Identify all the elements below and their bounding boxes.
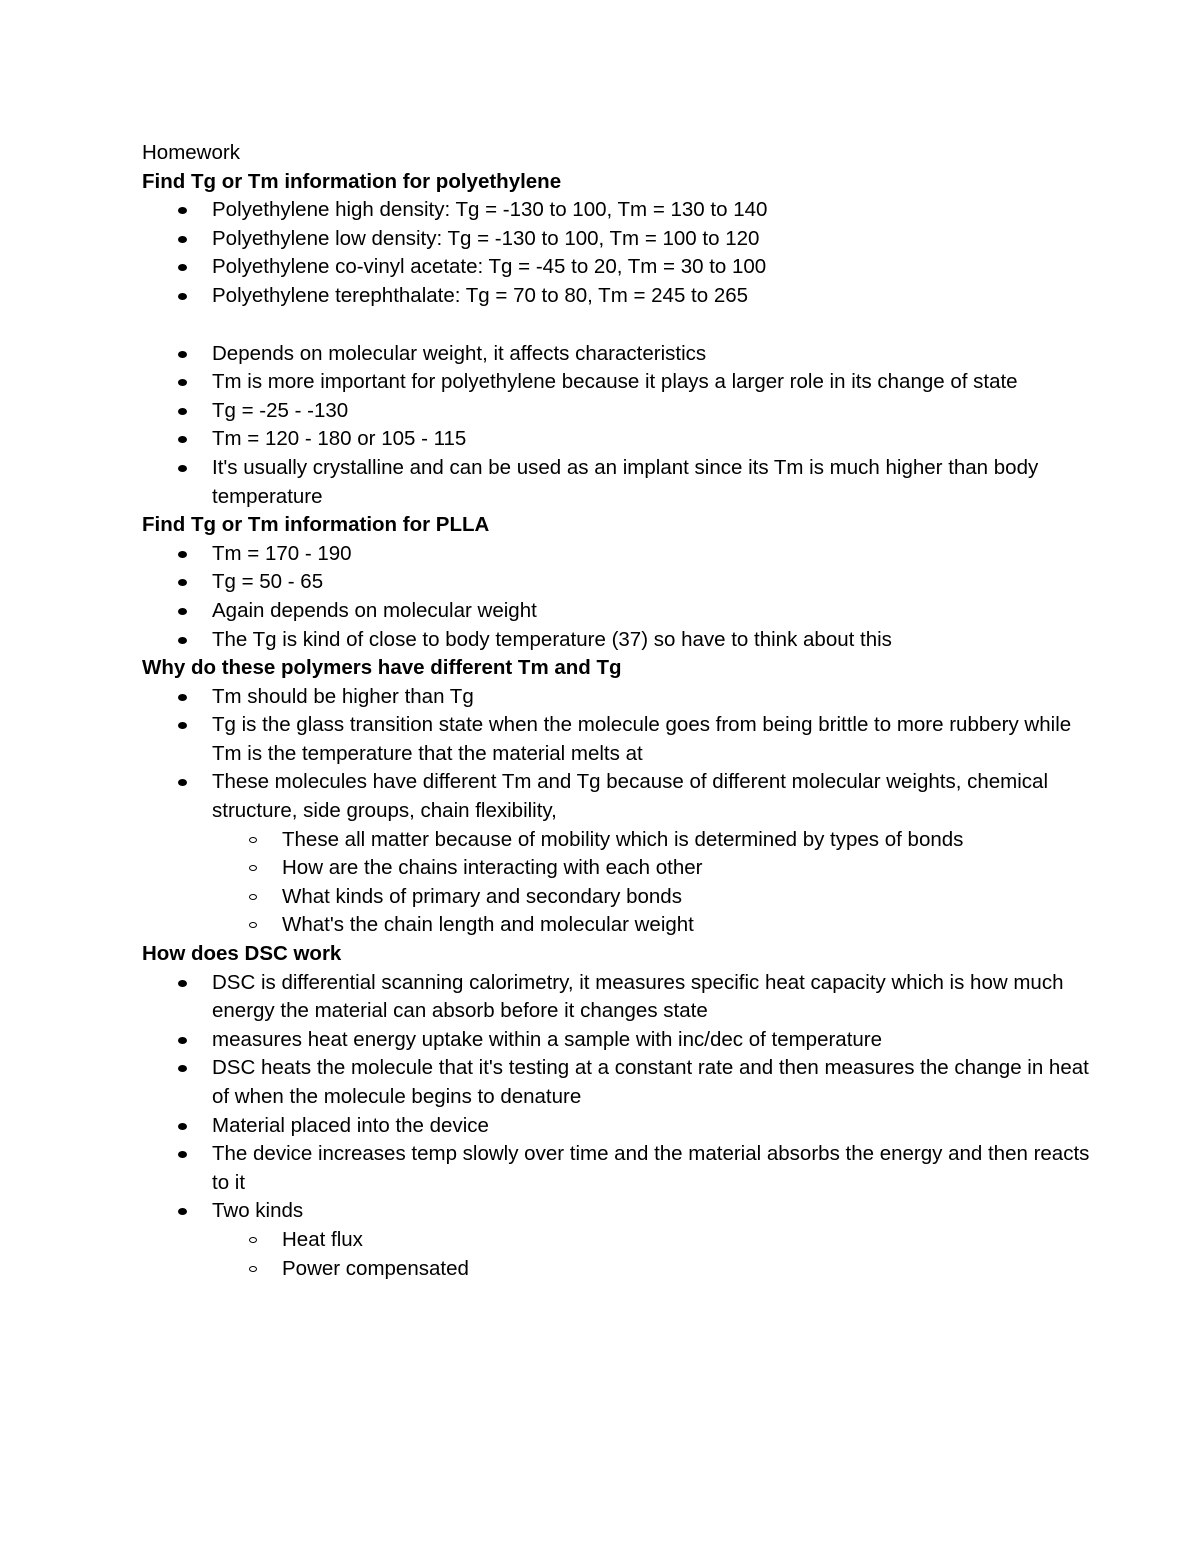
list-item: Again depends on molecular weight <box>212 597 1102 626</box>
sub-list-item: These all matter because of mobility which is determined by types of bonds <box>282 826 1102 855</box>
bullet-icon <box>178 379 187 386</box>
bullet-list <box>142 340 1102 512</box>
bullet-icon <box>178 579 187 586</box>
document-page <box>142 139 1102 1283</box>
bullet-icon <box>178 436 187 443</box>
hollow-bullet-icon <box>249 1237 257 1243</box>
section-heading-why-different: Why do these polymers have different Tm and Tg <box>142 656 622 680</box>
bullet-icon <box>178 1037 187 1044</box>
bullet-icon <box>178 1065 187 1072</box>
bullet-icon <box>178 408 187 415</box>
bullet-icon <box>178 722 187 729</box>
bullet-icon <box>178 351 187 358</box>
list-item: DSC heats the molecule that it's testing at a constant rate and then measures the change in heat of when the molecule begins to denature <box>212 1054 1102 1111</box>
sub-bullet-list <box>212 826 1102 940</box>
sub-bullet-list <box>212 1226 1102 1283</box>
sub-list-item: Heat flux <box>282 1226 1102 1255</box>
bullet-icon <box>178 694 187 701</box>
list-item: It's usually crystalline and can be used as an implant since its Tm is much higher than body temperature <box>212 454 1102 511</box>
hollow-bullet-icon <box>249 894 257 900</box>
bullet-icon <box>178 1123 187 1130</box>
sub-list-item: What's the chain length and molecular weight <box>282 911 1102 940</box>
bullet-icon <box>178 236 187 243</box>
list-item: The device increases temp slowly over time and the material absorbs the energy and then reacts to it <box>212 1140 1102 1197</box>
bullet-list <box>142 540 1102 654</box>
section-heading-polyethylene: Find Tg or Tm information for polyethylene <box>142 169 562 193</box>
sub-list-item: How are the chains interacting with each other <box>282 854 1102 883</box>
bullet-icon <box>178 1151 187 1158</box>
hollow-bullet-icon <box>249 1266 257 1272</box>
hollow-bullet-icon <box>249 922 257 928</box>
list-item: Tm should be higher than Tg <box>212 683 1102 712</box>
bullet-icon <box>178 293 187 300</box>
list-item: DSC is differential scanning calorimetry, it measures specific heat capacity which is how much energy the material can absorb before it changes state <box>212 969 1102 1026</box>
hollow-bullet-icon <box>249 837 257 843</box>
bullet-icon <box>178 264 187 271</box>
list-item: Polyethylene terephthalate: Tg = 70 to 80, Tm = 245 to 265 <box>212 282 1102 311</box>
section-heading-plla: Find Tg or Tm information for PLLA <box>142 513 490 537</box>
list-item: Tm = 170 - 190 <box>212 540 1102 569</box>
section-heading-dsc: How does DSC work <box>142 942 342 966</box>
list-item: Tm = 120 - 180 or 105 - 115 <box>212 425 1102 454</box>
list-item: Tg is the glass transition state when the molecule goes from being brittle to more rubbery while Tm is the temperature that the material melts at <box>212 711 1102 768</box>
sub-list-item: What kinds of primary and secondary bonds <box>282 883 1102 912</box>
list-item: Polyethylene co-vinyl acetate: Tg = -45 to 20, Tm = 30 to 100 <box>212 253 1102 282</box>
bullet-icon <box>178 465 187 472</box>
list-item: Tg = -25 - -130 <box>212 397 1102 426</box>
bullet-icon <box>178 779 187 786</box>
list-item: These molecules have different Tm and Tg because of different molecular weights, chemical structure, side groups, chain flexibility, These all matter because of mobility which is determined by types of bonds How are the chains interacting with each other What kinds of primary and secondary bonds What's the chain length and molecular weight <box>212 768 1102 940</box>
list-item: Depends on molecular weight, it affects characteristics <box>212 340 1102 369</box>
blank-line <box>142 311 1102 340</box>
list-item: Two kinds Heat flux Power compensated <box>212 1197 1102 1283</box>
bullet-icon <box>178 207 187 214</box>
bullet-icon <box>178 980 187 987</box>
list-item: Polyethylene low density: Tg = -130 to 100, Tm = 100 to 120 <box>212 225 1102 254</box>
list-item: measures heat energy uptake within a sample with inc/dec of temperature <box>212 1026 1102 1055</box>
list-item: Tg = 50 - 65 <box>212 568 1102 597</box>
bullet-icon <box>178 551 187 558</box>
list-item: Polyethylene high density: Tg = -130 to 100, Tm = 130 to 140 <box>212 196 1102 225</box>
list-item: Material placed into the device <box>212 1112 1102 1141</box>
bullet-icon <box>178 637 187 644</box>
bullet-list <box>142 969 1102 1284</box>
list-item: Tm is more important for polyethylene because it plays a larger role in its change of state <box>212 368 1102 397</box>
hollow-bullet-icon <box>249 865 257 871</box>
document-title: Homework <box>142 141 240 164</box>
bullet-icon <box>178 608 187 615</box>
sub-list-item: Power compensated <box>282 1255 1102 1284</box>
bullet-list <box>142 683 1102 940</box>
bullet-list <box>142 196 1102 310</box>
list-item: The Tg is kind of close to body temperature (37) so have to think about this <box>212 626 1102 655</box>
bullet-icon <box>178 1208 187 1215</box>
